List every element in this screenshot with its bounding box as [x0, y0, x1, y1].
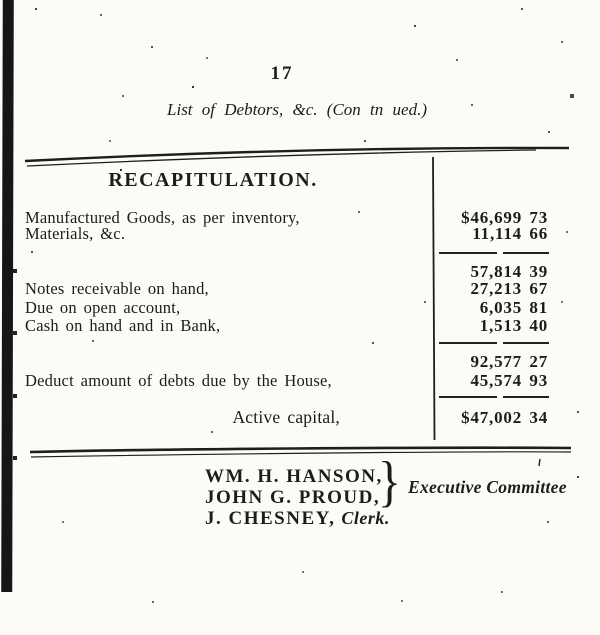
row-label: Cash on hand and in Bank, [25, 316, 221, 335]
ledger-rule-dollars [439, 396, 497, 398]
amount-dollars: 27,213 [470, 279, 522, 298]
ledger-rule-cents [503, 396, 549, 398]
amount-cents: 93 [529, 371, 548, 390]
ledger-rule-dollars [439, 252, 497, 254]
table-row [25, 279, 548, 298]
clerk-signature-line [205, 508, 390, 530]
ledger-rule [439, 342, 549, 344]
amount-cents: 34 [529, 408, 548, 427]
signature-name-1: WM. H. HANSON, [205, 466, 383, 487]
table-row-total [25, 408, 548, 427]
amount-cents: 39 [529, 262, 548, 281]
amount-cents: 67 [529, 279, 548, 298]
row-label: Active capital, [232, 407, 340, 427]
amount-dollars: 57,814 [470, 262, 522, 281]
book-gutter-bar [1, 0, 14, 592]
amount-dollars: 1,513 [479, 316, 522, 335]
ledger-rule [439, 252, 549, 254]
row-label: Materials, &c. [25, 224, 126, 243]
amount-cents: 27 [529, 352, 548, 371]
signature-name-2: JOHN G. PROUD, [205, 487, 381, 508]
amount-dollars: 11,114 [472, 224, 522, 243]
table-bottom-rule-outer [30, 448, 571, 452]
row-label: Notes receivable on hand, [25, 279, 209, 298]
amount-dollars: 6,035 [479, 298, 522, 317]
row-amount [436, 298, 548, 317]
amount-cents: 73 [529, 208, 548, 227]
table-heading: RECAPITULATION. [108, 169, 318, 191]
row-label: Due on open account, [25, 298, 181, 317]
table-bottom-rule-inner [31, 452, 571, 457]
row-amount [436, 408, 548, 427]
row-amount [436, 224, 548, 243]
amount-dollars: $46,699 [461, 208, 522, 227]
row-amount [436, 279, 548, 298]
signature-brace: } [378, 451, 401, 513]
ledger-rule [439, 396, 549, 398]
table-row [25, 224, 548, 243]
clerk-role: Clerk. [341, 508, 390, 528]
table-row [25, 298, 548, 317]
table-row [25, 371, 548, 390]
table-row [25, 316, 548, 335]
row-amount [436, 371, 548, 390]
table-top-rule-inner [27, 150, 536, 166]
amount-dollars: 45,574 [470, 371, 522, 390]
ledger-rule-cents [503, 342, 549, 344]
row-amount [436, 316, 548, 335]
amount-cents: 81 [529, 298, 548, 317]
committee-label: Executive Committee [408, 477, 567, 497]
ledger-rule-cents [503, 252, 549, 254]
row-amount [436, 352, 548, 371]
page-title: List of Debtors, &c. (Con tn ued.) [167, 100, 427, 119]
table-top-rule-outer [25, 148, 569, 161]
amount-cents: 66 [529, 224, 548, 243]
ledger-rule-dollars [439, 342, 497, 344]
amount-dollars: 92,577 [470, 352, 522, 371]
table-row [25, 352, 548, 371]
amount-dollars: $47,002 [461, 408, 522, 427]
scan-noise-specks [0, 0, 2, 2]
row-label: Manufactured Goods, as per inventory, [25, 208, 300, 227]
bottom-rule-tick [539, 459, 540, 466]
row-label: Deduct amount of debts due by the House, [25, 371, 332, 390]
amount-cents: 40 [529, 316, 548, 335]
clerk-name: J. CHESNEY, [205, 508, 336, 529]
page-number: 17 [270, 63, 294, 84]
